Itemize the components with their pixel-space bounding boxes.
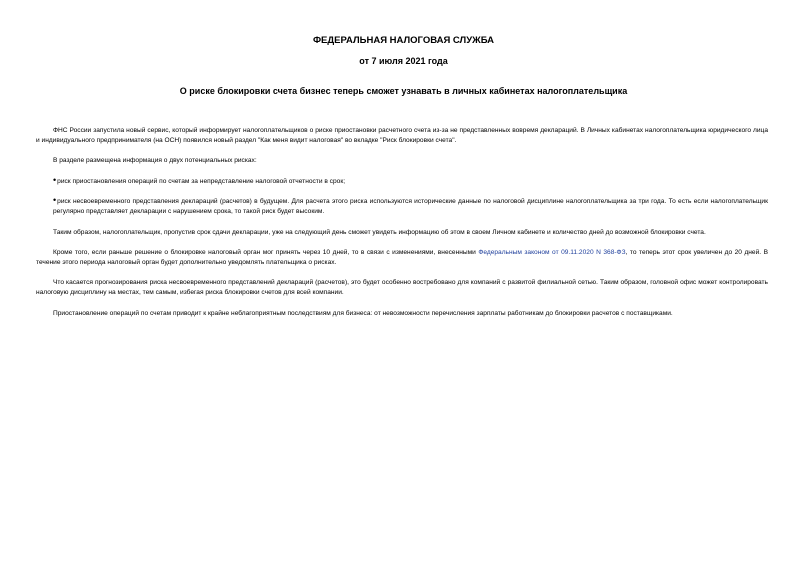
bullet-text: риск несвоевременного представления деклараций (расчетов) в будущем. Для расчета этого риска используются исторические данные по налоговой дисциплине налогоплательщика за три года. То есть если налогоплательщик регулярно представляет декларации с нарушением срока, то такой риск будет высоким. bbox=[53, 198, 768, 215]
law-link[interactable]: Федеральным законом от 09.11.2020 N 368-ФЗ bbox=[478, 249, 626, 257]
bullet-icon: • bbox=[53, 195, 57, 206]
paragraph-consequences: Приостановление операций по счетам приводит к крайне неблагоприятным последствиям для бизнеса: от невозможности перечисления зарплаты работникам до блокировки расчетов с поставщиками. bbox=[53, 309, 673, 317]
document-body bbox=[36, 126, 768, 329]
paragraph-risks-intro: В разделе размещена информация о двух потенциальных рисках: bbox=[53, 157, 257, 165]
document-title: О риске блокировки счета бизнес теперь сможет узнавать в личных кабинетах налогоплательщика bbox=[179, 86, 628, 96]
document-date: от 7 июля 2021 года bbox=[359, 56, 448, 66]
bullet-text: риск приостановления операций по счетам за непредставление налоговой отчетности в срок; bbox=[57, 177, 346, 185]
paragraph-forecast: Что касается прогнозирования риска несвоевременного представлений деклараций (расчетов), это будет особенно востребовано для компаний с развитой филиальной сетью. Таким образом, головной офис может контролировать налоговую дисциплину на местах, тем самым, избегая риска блокировки счетов для всей компании. bbox=[36, 279, 768, 296]
paragraph-text: Кроме того, если раньше решение о блокировке налоговый орган мог принять через 10 дней, то в связи с изменениями, внесенными bbox=[53, 249, 479, 257]
paragraph-text: , то теперь этот срок увеличен до 20 дней. В течение этого периода налоговый орган будет дополнительно уведомлять плательщика о рисках. bbox=[36, 249, 769, 266]
bullet-item bbox=[36, 197, 768, 216]
agency-name: ФЕДЕРАЛЬНАЯ НАЛОГОВАЯ СЛУЖБА bbox=[312, 35, 495, 46]
bullet-icon: • bbox=[53, 174, 57, 185]
paragraph-service: ФНС России запустила новый сервис, который информирует налогоплательщиков о риске приостановки расчетного счета из-за не представленных вовремя деклараций. В Личных кабинетах налогоплательщика юридического лица и индивидуального предпринимателя (на ОСН) появился новый раздел "Как меня видит налоговая" во вкладке "Риск блокировки счета". bbox=[36, 127, 768, 144]
paragraph-next-day: Таким образом, налогоплательщик, пропустив срок сдачи декларации, уже на следующий день сможет увидеть информацию об этом в своем Личном кабинете и количество дней до возможной блокировки счета. bbox=[53, 228, 706, 236]
bullet-item bbox=[36, 174, 768, 187]
paragraph-term-change bbox=[36, 248, 768, 267]
